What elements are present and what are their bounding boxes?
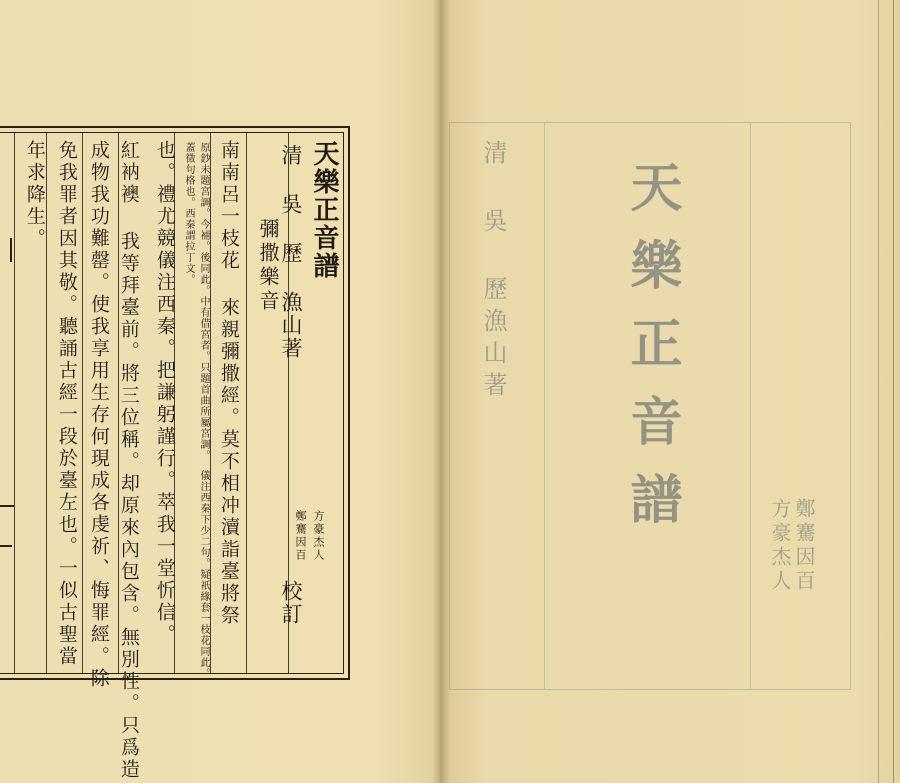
show-through-title: 天樂正音譜 [621, 160, 682, 550]
annotation-c: 儀注西秦下少二句。疑祇緣套一枝花同此。 [198, 470, 209, 679]
page-edges [878, 0, 894, 783]
editor-role: 校訂 [279, 580, 303, 626]
margin-mark [0, 505, 14, 507]
show-through-author: 清 吳 歷漁山著 [479, 140, 507, 404]
show-through-editor-1: 鄭騫因百 [792, 498, 816, 594]
text-line-3: 也。禮尤競儀注西秦。把謙躬謹行。萃我一堂忻信。 [153, 140, 176, 646]
show-through-editor-2: 方豪杰人 [768, 498, 792, 594]
annotation-b: 蓋徵句格也。西秦謂拉丁文。 [183, 142, 194, 285]
stamp-rule [544, 123, 545, 689]
column-rule [14, 133, 15, 673]
section-title: 彌撒樂音 [256, 218, 280, 314]
annotation-a: 原鈔未題宮調。今補。後同此。中有借宮者。只題首曲所屬宮調。 [198, 142, 209, 461]
column-rule [46, 133, 47, 673]
column-rule [246, 133, 247, 673]
margin-mark [0, 545, 12, 547]
margin-mark [0, 238, 12, 262]
text-line-5: 成物我功難罄。使我享用生存何現成各虔祈、悔罪經。除 [87, 140, 110, 690]
editor-line-2: 鄭騫因百 [294, 510, 307, 562]
book-title: 天樂正音譜 [309, 140, 339, 280]
editor-line-1: 方豪杰人 [312, 510, 325, 562]
book-gutter [432, 0, 450, 783]
text-line-7: 年求降生。 [23, 140, 46, 250]
column-rule [82, 133, 83, 673]
text-line-6: 免我罪者因其敬。聽誦古經一段於臺左也。一似古聖當 [55, 140, 78, 668]
stamp-rule [750, 123, 751, 689]
text-line-4: 紅衲襖 我等拜臺前。將三位稱。却原來內包含。無別性。只爲造 [117, 140, 140, 781]
text-line-1: 南南呂一枝花 來親彌撒經。莫不相冲瀆詣臺將祭 [217, 140, 240, 627]
author-line: 清 吳 歷 漁山著 [279, 144, 303, 360]
